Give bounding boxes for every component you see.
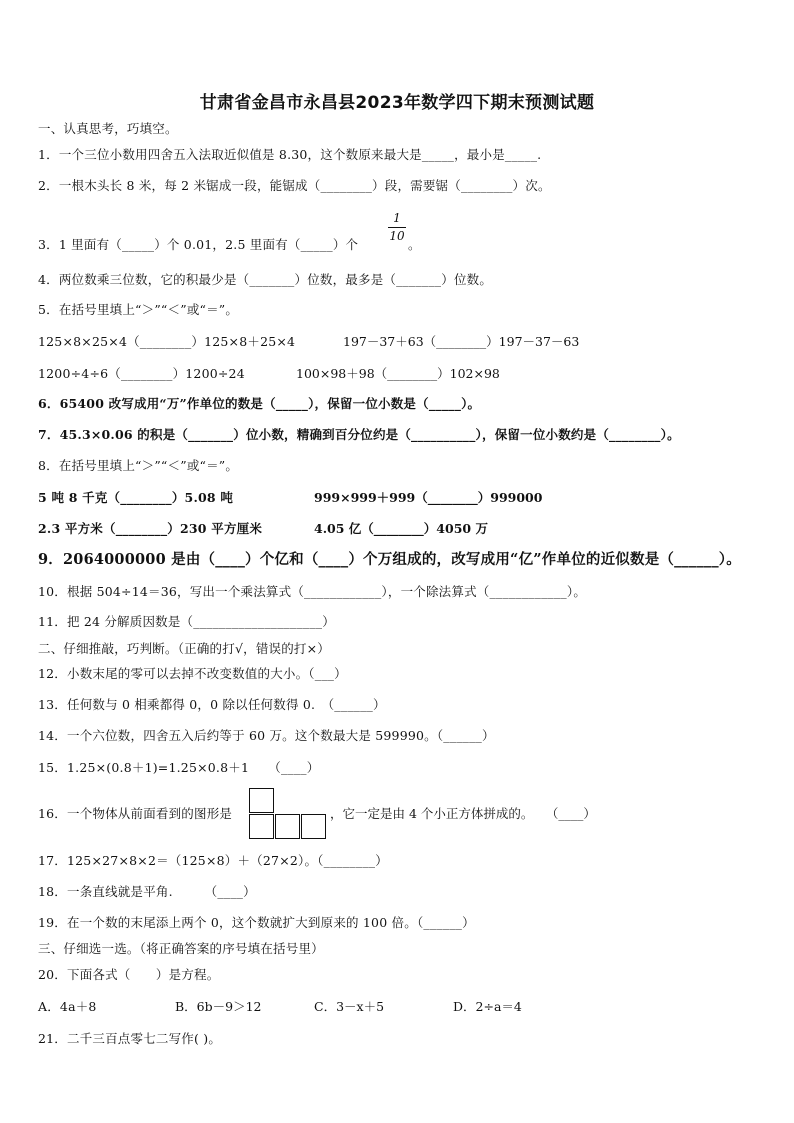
question-14: 14．一个六位数，四舍五入后约等于 60 万。这个数最大是 599990。（______） [38, 728, 495, 743]
question-21: 21．二千三百点零七二写作( )。 [38, 1031, 222, 1046]
question-16-start: 16．一个物体从前面看到的图形是 [38, 806, 233, 821]
fraction-one-tenth [384, 212, 410, 243]
question-7: 7．45.3×0.06 的积是（_______）位小数，精确到百分位约是（__________），保留一位小数约是（________）。 [38, 427, 680, 442]
section-heading-1: 一、认真思考，巧填空。 [38, 121, 178, 136]
question-11: 11．把 24 分解质因数是（____________________） [38, 614, 335, 629]
question-8: 8．在括号里填上“＞”“＜”或“＝”。 [38, 458, 239, 473]
question-19: 19．在一个数的末尾添上两个 0，这个数就扩大到原来的 100 倍。（______） [38, 915, 475, 930]
figure-square-bottom-1 [249, 814, 274, 839]
question-3 [38, 237, 358, 253]
question-8-item-a1: 5 吨 8 千克（________）5.08 吨 [38, 490, 234, 505]
question-8-item-b2: 4.05 亿（________）4050 万 [314, 521, 488, 536]
question-9: 9．2064000000 是由（____）个亿和（____）个万组成的，改写成用“亿”作单位的近似数是（______）。 [38, 551, 741, 568]
fraction-numerator: 1 [393, 211, 401, 225]
question-8-item-a2: 999×999＋999（________）999000 [314, 490, 543, 505]
question-20-option-c: C．3－x＋5 [314, 999, 385, 1014]
question-20-option-b: B．6b－9＞12 [175, 999, 262, 1014]
question-1: 1．一个三位小数用四舍五入法取近似值是 8.30，这个数原来最大是_____，最小是_____. [38, 147, 542, 162]
question-20: 20．下面各式（ ）是方程。 [38, 967, 220, 982]
question-4: 4．两位数乘三位数，它的积最少是（_______）位数，最多是（_______）位数。 [38, 272, 493, 287]
page-title: 甘肃省金昌市永昌县2023年数学四下期末预测试题 [199, 93, 595, 113]
question-15: 15．1.25×(0.8＋1)=1.25×0.8＋1 （____） [38, 760, 320, 775]
question-8-item-b1: 2.3 平方米（________）230 平方厘米 [38, 521, 263, 536]
question-5-item-a1: 125×8×25×4（________）125×8＋25×4 [38, 334, 296, 349]
figure-square-bottom-2 [275, 814, 300, 839]
question-13: 13．任何数与 0 相乘都得 0，0 除以任何数得 0. （______） [38, 697, 386, 712]
figure-square-bottom-3 [301, 814, 326, 839]
figure-square-top [249, 788, 274, 813]
fraction-denominator: 10 [389, 229, 405, 243]
question-16-end: ，它一定是由 4 个小正方体拼成的。 （____） [330, 806, 596, 821]
question-12: 12．小数末尾的零可以去掉不改变数值的大小。（___） [38, 666, 347, 681]
question-3-end: 。 [408, 237, 421, 252]
section-heading-3: 三、仔细选一选。（将正确答案的序号填在括号里） [38, 941, 324, 956]
question-6: 6．65400 改写成用“万”作单位的数是（_____），保留一位小数是（_____）。 [38, 396, 481, 411]
question-5-item-a2: 197－37＋63（________）197－37－63 [343, 334, 580, 349]
question-20-option-d: D．2÷a＝4 [453, 999, 522, 1014]
question-18: 18．一条直线就是平角. （____） [38, 884, 256, 899]
question-5: 5．在括号里填上“＞”“＜”或“＝”。 [38, 302, 239, 317]
question-20-option-a: A．4a＋8 [38, 999, 97, 1014]
question-5-item-b2: 100×98＋98（________）102×98 [296, 366, 500, 381]
front-view-figure [249, 788, 329, 840]
question-2: 2．一根木头长 8 米，每 2 米锯成一段，能锯成（________）段，需要锯（________）次。 [38, 178, 551, 193]
fraction-bar [388, 227, 406, 228]
question-5-item-b1: 1200÷4÷6（________）1200÷24 [38, 366, 245, 381]
section-heading-2: 二、仔细推敲，巧判断。（正确的打√，错误的打×） [38, 641, 330, 656]
question-3-text: 3．1 里面有（_____）个 0.01，2.5 里面有（_____）个 [38, 237, 359, 252]
question-10: 10．根据 504÷14＝36，写出一个乘法算式（____________），一个除法算式（____________）。 [38, 584, 587, 599]
question-17: 17．125×27×8×2＝（125×8）＋（27×2）。（________） [38, 853, 388, 868]
